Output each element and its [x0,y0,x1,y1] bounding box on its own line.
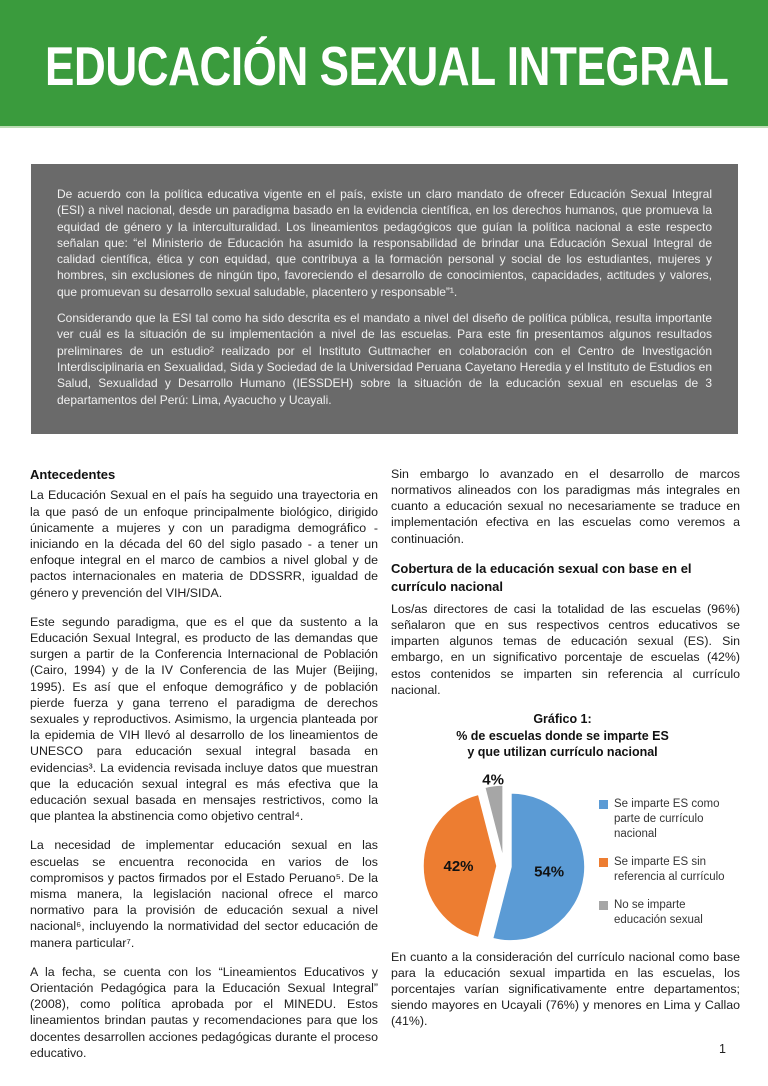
body-paragraph: Este segundo paradigma, que es el que da sustento a la Educación Sexual Integral, es producto de las demandas que surgen a partir de la Conferencia Internacional de Población (Cairo, 1994) y de la IV Conferencia de las Mujer (Beijing, 1995). Es así que el enfoque demográfico y de población pierde fuerza y gana terreno el paradigma de derechos sexuales y reproductivos. Asimismo, la urgencia planteada por la epidemia de VIH llevó al desarrollo de los lineamientos de UNESCO para educación sexual integral basada en evidencias³. La evidencia revisada incluye datos que muestran que la educación sexual integral es más efectiva que la educación sexual basada en mensajes restrictivos, como la que plantea la abstinencia como objetivo central⁴. [30,614,378,824]
pie-chart-svg [391,769,596,949]
chart-title-line: y que utilizan currículo nacional [467,745,658,760]
section-heading-cobertura: Cobertura de la educación sexual con base en el currículo nacional [391,560,692,595]
chart-legend [596,769,740,941]
body-paragraph: La Educación Sexual en el país ha seguido una trayectoria en la que pasó de un enfoque principalmente biológico, dirigido únicamente a mujeres y con un paradigma demográfico - iniciando en la década del 60 del siglo pasado - a tener un enfoque integral en el marco de cambios a nivel global y de pactos internacionales en materia de DDSSRR, igualdad de género y prevención del VIH/SIDA. [30,488,378,600]
chart-body [391,769,740,949]
legend-swatch [599,858,608,867]
two-column-body [30,466,740,1074]
section-heading-antecedentes: Antecedentes [30,466,116,482]
chart-title-line: Gráfico 1: [533,712,592,727]
left-column [30,466,378,1074]
legend-label: No se imparte educación sexual [614,898,703,926]
legend-label: Se imparte ES sin referencia al currículo [614,855,725,883]
body-paragraph: La necesidad de implementar educación sexual en las escuelas se encuentra reconocida en varios de los compromisos y pactos firmados por el Estado Peruano⁵. De la misma manera, la legislación nacional ofrece el marco normativo para la provisión de educación sexual a nivel nacional⁶, incluyendo la normatividad del sector educación de manera particular⁷. [30,838,378,950]
page-number: 1 [719,1042,726,1056]
chart-title [391,711,734,761]
legend-item [599,855,740,885]
grafico-1-figure [391,711,740,949]
intro-summary-box [31,164,738,434]
intro-paragraph-1: De acuerdo con la política educativa vigente en el país, existe un claro mandato de ofrecer Educación Sexual Integral (ESI) a nivel nacional, desde un paradigma basado en la evidencia científica, en los derechos humanos, que promueva la equidad de género y la interculturalidad. Los lineamientos pedagógicos que guían la política nacional a este respecto señalan que: “el Ministerio de Educación ha asumido la responsabilidad de brindar una Educación Sexual Integral de calidad científica, ética y con equidad, que contribuya a la formación personal y social de los estudiantes, mujeres y hombres, sin exclusiones de ningún tipo, favoreciendo el desarrollo de conocimientos, capacidades, actitudes y valores, que promuevan su desarrollo sexual saludable, placentero y responsable”¹. [57,187,712,299]
body-paragraph: En cuanto a la consideración del currículo nacional como base para la educación sexual impartida en las escuelas, los porcentajes varían significativamente entre departamentos; siendo mayores en Ucayali (76%) y menores en Lima y Callao (41%). [391,949,740,1029]
pie-data-label: 42% [443,857,474,875]
intro-paragraph-2: Considerando que la ESI tal como ha sido descrita es el mandato a nivel del diseño de política pública, resulta importante ver cuál es la situación de su implementación a nivel de las escuelas. Para este fin presentamos algunos resultados preliminares de un estudio² realizado por el Instituto Guttmacher en colaboración con el Centro de Investigación Interdisciplinaria en Sexualidad, Sida y Sociedad de la Universidad Peruana Cayetano Heredia y el Instituto de Estudios en Salud, Sexualidad y Desarrollo Humano (IESSDEH) sobre la situación de la educación sexual en escuelas de 3 departamentos del Perú: Lima, Ayacucho y Ucayali. [57,311,712,407]
legend-item [599,898,740,928]
body-paragraph: Sin embargo lo avanzado en el desarrollo de marcos normativos alineados con los paradigmas más integrales en cuanto a educación sexual no necesariamente se traduce en implementación efectiva en las escuelas como veremos a continuación. [391,466,740,546]
legend-item [599,797,740,842]
pie-data-label: 54% [534,863,565,881]
body-paragraph: Los/as directores de casi la totalidad de las escuelas (96%) señalaron que en sus respectivos centros educativos se imparten algunos temas de educación sexual (ES). Sin embargo, en un significativo porcentaje de escuelas (42%) estos contenidos se imparten sin referencia al currículo nacional. [391,601,740,697]
right-column [391,466,740,1074]
pie-data-label: 4% [482,771,504,789]
page-title: EDUCACIÓN SEXUAL INTEGRAL [45,34,729,97]
title-banner [0,0,768,128]
chart-title-line: % de escuelas donde se imparte ES [456,728,669,743]
legend-label: Se imparte ES como parte de currículo nacional [614,797,720,840]
legend-swatch [599,901,608,910]
legend-swatch [599,800,608,809]
body-paragraph: A la fecha, se cuenta con los “Lineamientos Educativos y Orientación Pedagógica para la Educación Sexual Integral” (2008), como política aprobada por el MINEDU. Estos lineamientos brindan pautas y recomendaciones para que los docentes desarrollen acciones pedagógicas durante el proceso educativo. [30,964,378,1060]
